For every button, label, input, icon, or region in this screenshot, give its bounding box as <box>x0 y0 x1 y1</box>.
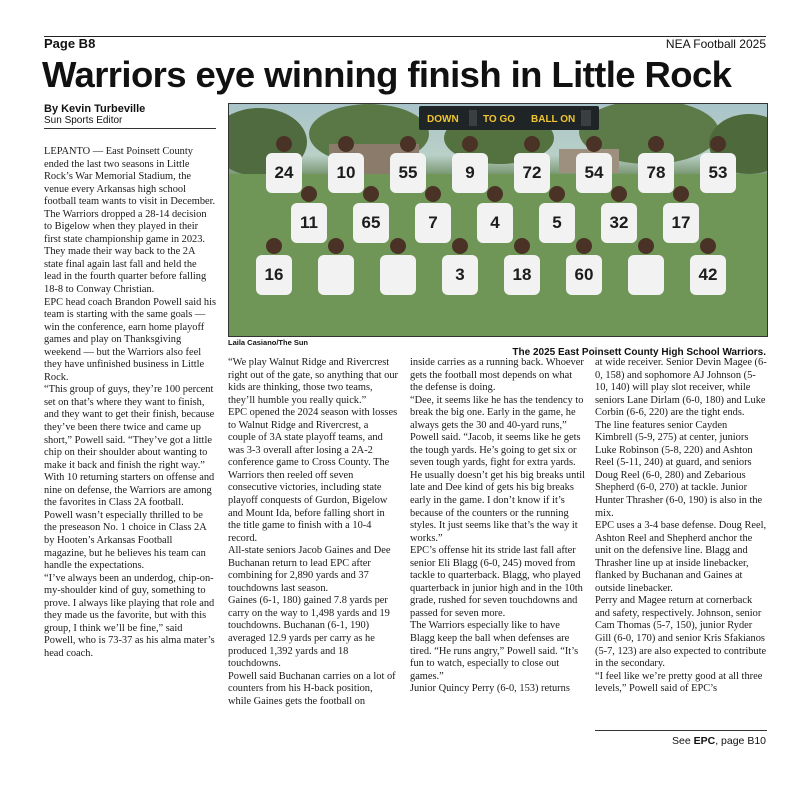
jersey-number: 4 <box>490 213 500 232</box>
player-head <box>400 136 416 152</box>
paragraph: at wide receiver. Senior Devin Magee (6-0, 158) and sophomore AJ Johnson (5-10, 140) will play slot receiver, while seniors Lane Dirlam (6-0, 180) and Luke Corbin (6-6, 220) are the tight ends. <box>595 357 767 419</box>
paragraph: Powell said Buchanan carries on a lot of counters from his H-back position, while Gaines gets the football on <box>228 670 396 707</box>
scoreboard-ball-on: BALL ON <box>531 114 576 125</box>
jersey-number: 17 <box>671 213 691 232</box>
team-photo <box>228 103 768 337</box>
jump-target: EPC <box>693 735 716 747</box>
scoreboard-down: DOWN <box>427 114 459 125</box>
paragraph: EPC opened the 2024 season with losses to Walnut Ridge and Rivercrest, a couple of 3A state playoff teams, and was 3-3 overall after losing a 2A-2 conference game to Cross County. The Warriors then reeled off seven consecutive victories, including state playoff conquests of Gurdon, Bigelow and Mount Ida, before falling short in the title game to finish with a 10-4 record. <box>228 407 398 544</box>
jersey-number: 42 <box>698 265 718 284</box>
player-head <box>700 238 716 254</box>
jersey-number: 11 <box>300 213 318 232</box>
jump-rule <box>595 730 767 731</box>
jersey-number: 3 <box>455 265 465 284</box>
player-head <box>462 136 478 152</box>
player-head <box>611 186 627 202</box>
player-head <box>328 238 344 254</box>
jersey-number: 53 <box>708 163 728 182</box>
player-head <box>301 186 317 202</box>
player-head <box>710 136 726 152</box>
page-number: Page B8 <box>44 36 96 51</box>
paragraph: “I feel like we’re pretty good at all three levels,” Powell said of EPC’s <box>595 670 763 695</box>
player-head <box>338 136 354 152</box>
player-jersey <box>380 255 416 295</box>
jersey-number: 7 <box>428 213 438 232</box>
header-rule <box>44 36 766 37</box>
jersey-number: 72 <box>522 163 542 182</box>
jersey-number: 24 <box>274 163 294 182</box>
paragraph: EPC’s offense hit its stride last fall after senior Eli Blagg (6-0, 245) moved from tackle to quarterback. Blagg, who played quarterback in junior high and in the 10th grade, rushed for seven touchdowns and passed for seven more. <box>410 545 583 619</box>
paragraph: EPC head coach Brandon Powell said his team is starting with the same goals — win the conference, earn home playoff games and play on Thanksgiving weekend — but the Warriors also feel they have unfinished business in Little Rock. <box>44 296 216 383</box>
jump-suffix: , page B10 <box>715 735 766 747</box>
paragraph: Perry and Magee return at cornerback and safety, respectively. Johnson, senior Cam Thomas (5-7, 150), junior Ryder Gill (6-0, 170) and senior Kris Sfakianos (5-7, 123) are also expected to contribute in the secondary. <box>595 595 767 670</box>
article-column-4 <box>595 357 767 696</box>
player-head <box>363 186 379 202</box>
paragraph: “This group of guys, they’re 100 percent set on that’s where they want to finish, and they want to get their finish, because they’ve been there twice and came up short,” Powell said. “They’ve got a little chip on their shoulder about wanting to make it back and finish the right way.” <box>44 384 215 471</box>
jump-line[interactable] <box>672 735 766 747</box>
byline-title: Sun Sports Editor <box>44 115 123 126</box>
player-head <box>648 136 664 152</box>
jersey-number: 18 <box>512 265 532 284</box>
jump-prefix: See <box>672 735 694 747</box>
scoreboard-to-go: TO GO <box>483 114 516 125</box>
player-head <box>276 136 292 152</box>
player-head <box>390 238 406 254</box>
article-column-1 <box>44 146 216 660</box>
byline <box>44 103 216 129</box>
paragraph: “I’ve always been an underdog, chip-on-my-shoulder kind of guy, something to prove. I always like playing that role and they made us the favorite, but with this group, I think we’ll be fine,” said Powell, who is 73-37 as his alma mater’s head coach. <box>44 572 215 659</box>
player-head <box>576 238 592 254</box>
paragraph: “We play Walnut Ridge and Rivercrest right out of the gate, so anything that our kids are thinking, those two teams, they’ll humble you really quick.” <box>228 357 398 406</box>
player-jersey <box>318 255 354 295</box>
player-head <box>487 186 503 202</box>
photo-caption: The 2025 East Poinsett County High School Warriors. <box>512 347 766 358</box>
paragraph: The line features senior Cayden Kimbrell (5-9, 275) at center, juniors Luke Robinson (5-8, 220) and Ashton Reel (5-11, 240) at guard, and seniors Doug Reel (6-0, 280) and Zebarious Shepherd (6-0, 270) at tackle. Junior Hunter Thrasher (6-0, 190) is also in the mix. <box>595 419 763 519</box>
jersey-number: 60 <box>574 265 594 284</box>
byline-author: By Kevin Turbeville <box>44 103 146 115</box>
player-head <box>514 238 530 254</box>
player-head <box>586 136 602 152</box>
paragraph: The Warriors dropped a 28-14 decision to Bigelow when they played in their first state championship game in 2023. They made their way back to the 2A state final again last fall and held the lead in the fourth quarter before falling 18-8 to Conway Christian. <box>44 208 207 296</box>
paragraph: The Warriors especially like to have Blagg keep the ball when defenses are tired. “He runs angry,” Powell said. “It’s fun to watch, especially to close out games.” <box>410 620 579 682</box>
paragraph: All-state seniors Jacob Gaines and Dee Buchanan return to lead EPC after combining for 2,890 yards and 37 touchdowns last season. <box>228 545 391 594</box>
photo-credit: Laila Casiano/The Sun <box>228 338 309 347</box>
article-column-3 <box>410 357 586 696</box>
section-label: NEA Football 2025 <box>665 37 766 51</box>
jersey-number: 65 <box>361 213 381 232</box>
paragraph: inside carries as a running back. Whoever gets the football most depends on what the defense is doing. <box>410 357 584 394</box>
player-head <box>266 238 282 254</box>
jersey-number: 55 <box>398 163 418 182</box>
team-photo-illustration <box>229 104 767 336</box>
paragraph: LEPANTO — East Poinsett County ended the last two seasons in Little Rock’s War Memorial Stadium, the venue every Arkansas high school football team wants to visit in December. <box>44 146 216 208</box>
player-head <box>638 238 654 254</box>
headline: Warriors eye winning finish in Little Rock <box>42 54 732 95</box>
jersey-number: 32 <box>609 213 629 232</box>
paragraph: Junior Quincy Perry (6-0, 153) returns <box>410 683 570 695</box>
jersey-number: 16 <box>264 265 284 284</box>
jersey-number: 10 <box>336 163 356 182</box>
paragraph: “Dee, it seems like he has the tendency to break the big one. Early in the game, he always gets the 30 and 40-yard runs,” Powell said. “Jacob, it seems like he gets the tough yards. He’s going to get six or seven tough yards, fight for extra yards. He usually doesn’t get his big breaks until late and Dee kind of gets his big breaks early in the game. I don’t know if it’s because of the counters or the running styles. It just seems like that’s the way it works.” <box>410 394 585 544</box>
scoreboard <box>419 106 599 130</box>
jersey-number: 9 <box>465 163 475 182</box>
player-head <box>673 186 689 202</box>
paragraph: Powell wasn’t especially thrilled to be the preseason No. 1 choice in Class 2A by Hooten’s Arkansas Football magazine, but he believes his team can handle the expectations. <box>44 509 207 572</box>
article-column-2 <box>228 357 398 708</box>
player-head <box>524 136 540 152</box>
jersey-number: 5 <box>552 213 562 232</box>
paragraph: EPC uses a 3-4 base defense. Doug Reel, Ashton Reel and Shepherd anchor the unit on the defensive line. Blagg and Thrasher line up at inside linebacker, flanked by Buchanan and Gaines at outside linebacker. <box>595 520 767 594</box>
player-head <box>425 186 441 202</box>
player-head <box>452 238 468 254</box>
player-head <box>549 186 565 202</box>
player-jersey <box>628 255 664 295</box>
paragraph: With 10 returning starters on offense and nine on defense, the Warriors are among the favorites in Class 2A football. <box>44 472 215 509</box>
paragraph: Gaines (6-1, 180) gained 7.8 yards per carry on the way to 1,498 yards and 19 touchdowns. Buchanan (6-1, 190) averaged 12.9 yards per carry as he produced 1,392 yards and 18 touchdowns. <box>228 595 390 670</box>
jersey-number: 54 <box>584 163 604 182</box>
jersey-number: 78 <box>646 163 666 182</box>
